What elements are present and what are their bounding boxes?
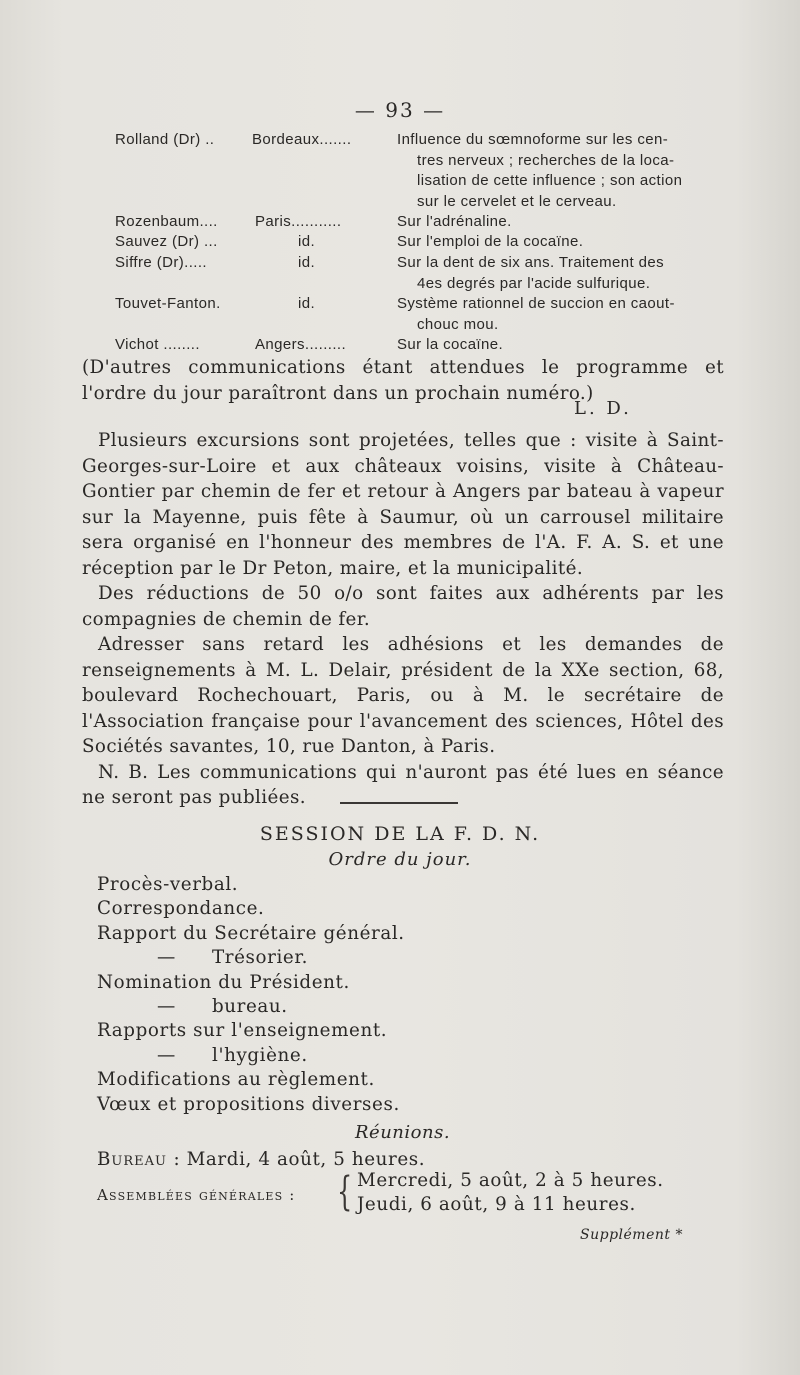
- agenda-item: Rapport du Secrétaire général.: [97, 922, 405, 944]
- reunions-heading: Réunions.: [355, 1122, 451, 1143]
- communication-author: Rolland (Dr) ..: [115, 131, 215, 148]
- paragraph: Des réductions de 50 o/o sont faites aux adhérents par les compagnies de chemin de fer.: [82, 583, 724, 630]
- agenda-item: Modifications au règlement.: [97, 1069, 375, 1091]
- page-number: — 93 —: [354, 98, 446, 122]
- agenda-subitem: — bureau.: [157, 996, 288, 1018]
- communication-city: Angers.........: [255, 336, 347, 353]
- agenda-item: Correspondance.: [97, 898, 265, 920]
- section-divider: [340, 802, 458, 804]
- paragraph: Plusieurs excursions sont projetées, telles que : visite à Saint-Georges-sur-Loire et aux châteaux voisins, visite à Château-Gontier par chemin de fer et retour à Angers par bateau à vapeur sur la Mayenne, puis fête à Saumur, où un carrousel militaire sera organisé en l'honneur des membres de l'A. F. A. S. et une réception par le Dr Peton, maire, et la municipalité.: [82, 430, 724, 579]
- paragraph: N. B. Les communications qui n'auront pas été lues en séance ne seront pas publiées.: [82, 761, 724, 808]
- agenda-item: Nomination du Président.: [97, 971, 350, 993]
- communication-subject: Système rationnel de succion en caout- chouc mou.: [397, 295, 675, 333]
- agenda-list: [97, 873, 405, 1117]
- communication-author: Touvet-Fanton.: [115, 295, 221, 312]
- communication-subject: Sur l'adrénaline.: [397, 213, 512, 230]
- agenda-subitem: — l'hygiène.: [157, 1044, 308, 1066]
- bureau-meeting: [97, 1149, 425, 1170]
- ordre-du-jour-heading: Ordre du jour.: [328, 849, 472, 870]
- communication-city: Paris...........: [255, 213, 342, 230]
- bureau-label: Bureau: [97, 1149, 168, 1170]
- body-text: [82, 428, 724, 811]
- communication-city: id.: [298, 233, 316, 250]
- communication-city: id.: [298, 254, 316, 271]
- communication-subject: Sur la cocaïne.: [397, 336, 504, 353]
- communication-author: Sauvez (Dr) ...: [115, 233, 218, 250]
- communication-city: Bordeaux.......: [252, 131, 352, 148]
- communication-subject: Sur l'emploi de la cocaïne.: [397, 233, 584, 250]
- assemblees-label: Assemblées générales :: [97, 1186, 296, 1204]
- brace-icon: {: [337, 1169, 353, 1215]
- communication-author: Rozenbaum....: [115, 213, 218, 230]
- communication-subject: Influence du sœmnoforme sur les cen- tres nerveux ; recherches de la loca- lisation de cette influence ; son action sur le cervelet et le cerveau.: [397, 131, 683, 210]
- assemblees-times: Mercredi, 5 août, 2 à 5 heures. Jeudi, 6 août, 9 à 11 heures.: [357, 1170, 664, 1215]
- agenda-item: Procès-verbal.: [97, 874, 239, 895]
- bureau-time: : Mardi, 4 août, 5 heures.: [173, 1149, 426, 1170]
- communication-author: Siffre (Dr).....: [115, 254, 207, 271]
- programme-note: (D'autres communications étant attendues le programme et l'ordre du jour paraîtront dans un prochain numéro.): [82, 357, 724, 404]
- agenda-subitem: — Trésorier.: [157, 947, 309, 969]
- communication-author: Vichot ........: [115, 336, 200, 353]
- agenda-item: Vœux et propositions diverses.: [97, 1093, 400, 1115]
- signature: L. D.: [574, 398, 632, 419]
- agenda-item: Rapports sur l'enseignement.: [97, 1020, 388, 1042]
- paragraph: Adresser sans retard les adhésions et les demandes de renseignements à M. L. Delair, président de la XXe section, 68, boulevard Rochechouart, Paris, ou à M. le secrétaire de l'Association française pour l'avancement des sciences, Hôtel des Sociétés savantes, 10, rue Danton, à Paris.: [82, 634, 724, 757]
- supplement-mark: Supplément *: [580, 1227, 683, 1243]
- communication-subject: Sur la dent de six ans. Traitement des 4es degrés par l'acide sulfurique.: [397, 254, 664, 292]
- session-title: SESSION DE LA F. D. N.: [259, 823, 541, 845]
- communication-city: id.: [298, 295, 316, 312]
